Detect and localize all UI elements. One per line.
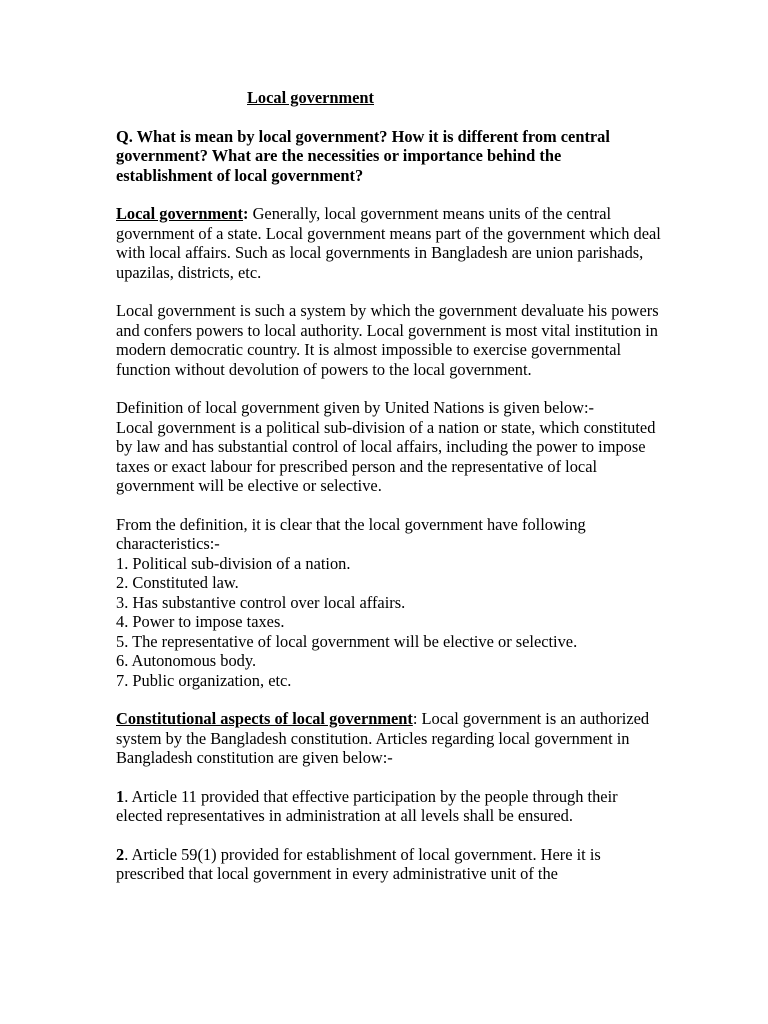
local-government-definition-paragraph xyxy=(116,204,661,282)
document-title: Local government xyxy=(247,88,375,107)
list-item: 4. Power to impose taxes. xyxy=(116,612,285,631)
article-number: 2 xyxy=(116,844,125,864)
term-colon: : xyxy=(243,204,249,223)
local-government-term: Local government xyxy=(116,204,244,223)
devolution-paragraph: Local government is such a system by which the government devaluate his powers and confers powers to local authority. Local government is most vital institution in modern democratic country. It is almost impossible to exercise governmental function without devolution of powers to the local government. xyxy=(116,301,659,379)
list-item: 6. Autonomous body. xyxy=(116,651,257,670)
article-number: 1 xyxy=(116,786,125,806)
constitutional-aspects-paragraph xyxy=(116,709,661,768)
document-page xyxy=(116,88,661,884)
characteristics-section xyxy=(116,515,661,691)
constitutional-aspects-text: : Local government is an authorized system by the Bangladesh constitution. Articles regarding local government in Bangladesh constitution are given below:- xyxy=(116,709,650,767)
local-government-definition-text: Generally, local government means units of the central government of a state. Local government means part of the government which deal with local affairs. Such as local governments in Bangladesh are union parishads, upazilas, districts, etc. xyxy=(116,204,661,282)
article-text: . Article 11 provided that effective participation by the people through their elected representatives in administration at all levels shall be ensured. xyxy=(116,786,618,825)
list-item: 7. Public organization, etc. xyxy=(116,670,292,690)
list-item: 1. Political sub-division of a nation. xyxy=(116,553,351,573)
article-11-paragraph xyxy=(116,787,661,826)
constitutional-aspects-term: Constitutional aspects of local government xyxy=(116,709,413,728)
question-paragraph: Q. What is mean by local government? How it is different from central government? What are the necessities or importance behind the establishment of local government? xyxy=(116,126,610,185)
list-item: 5. The representative of local government will be elective or selective. xyxy=(116,631,578,651)
un-definition-paragraph xyxy=(116,398,661,496)
list-item: 2. Constituted law. xyxy=(116,573,239,592)
list-item: 3. Has substantive control over local affairs. xyxy=(116,592,406,612)
article-59-paragraph xyxy=(116,845,661,884)
characteristics-intro: From the definition, it is clear that the local government have following characteristics:- xyxy=(116,514,586,553)
article-text: . Article 59(1) provided for establishment of local government. Here it is prescribed that local government in every administrative unit of the xyxy=(116,844,601,883)
un-definition-intro: Definition of local government given by United Nations is given below:- xyxy=(116,398,594,417)
characteristics-list xyxy=(116,554,661,691)
un-definition-text: Local government is a political sub-division of a nation or state, which constituted by law and has substantial control of local affairs, including the power to impose taxes or exact labour for prescribed person and the representative of local government will be elective or selective. xyxy=(116,417,656,495)
